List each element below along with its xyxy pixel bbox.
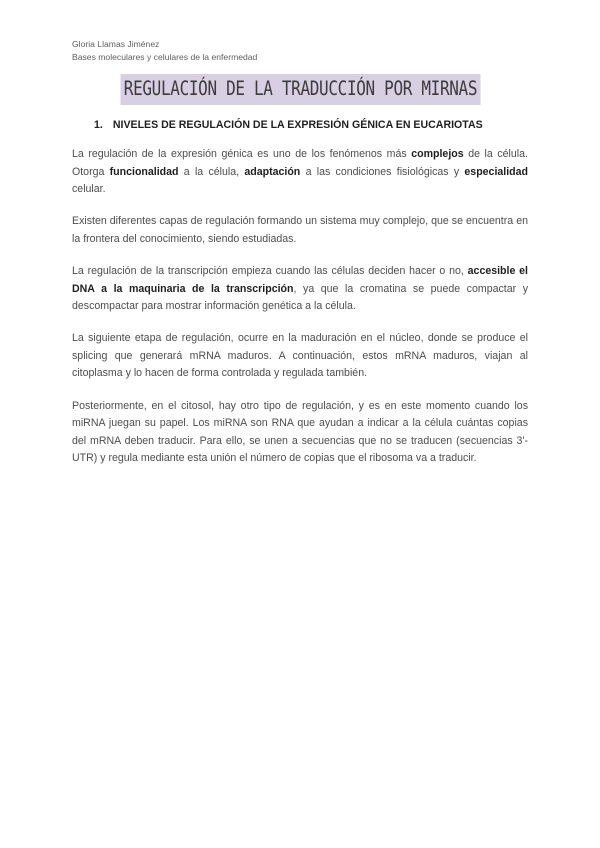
text-run: La siguiente etapa de regulación, ocurre en la maduración en el núcleo, donde se produce el splicing que generará mRNA maduros. A continuación, estos mRNA maduros, viajan al citoplasma y lo hacen de forma controlada y regulada también.	[72, 332, 528, 380]
bold-term-especialidad: especialidad	[464, 165, 528, 178]
text-run: La regulación de la transcripción empieza cuando las células deciden hacer o no,	[72, 264, 468, 277]
title-container	[0, 74, 600, 105]
body-content	[72, 146, 528, 482]
document-title: REGULACIÓN DE LA TRADUCCIÓN POR MIRNAS	[120, 74, 480, 105]
text-run: a la célula,	[178, 165, 245, 178]
text-run: Posteriormente, en el citosol, hay otro tipo de regulación, y es en este momento cuando los miRNA juegan su papel. Los miRNA son RNA que ayudan a indicar a la célula cuántas copias del mRNA deben traducir. Para ello, se unen a secuencias que no se traducen (secuencias 3'-UTR) y regula mediante esta unión el número de copias que el ribosoma va a traducir.	[72, 399, 528, 465]
course-name: Bases moleculares y celulares de la enfermedad	[72, 52, 258, 62]
section-title: NIVELES DE REGULACIÓN DE LA EXPRESIÓN GÉNICA EN EUCARIOTAS	[112, 119, 483, 131]
section-number: 1.	[94, 119, 103, 131]
text-run: de la célula. Otorga	[72, 148, 528, 178]
text-run: La regulación de la expresión génica es uno de los fenómenos más	[72, 148, 412, 160]
paragraph-4	[72, 330, 528, 383]
text-run: , ya que la cromatina se puede compactar y descompactar para mostrar información genética a la célula.	[72, 282, 529, 313]
page-header	[72, 38, 257, 64]
paragraph-1	[72, 146, 528, 199]
bold-term-accesible-dna: accesible el DNA a la maquinaria de la transcripción	[72, 264, 528, 295]
bold-term-funcionalidad: funcionalidad	[109, 165, 179, 178]
bold-term-adaptacion: adaptación	[244, 165, 301, 178]
text-run: celular.	[72, 183, 106, 196]
text-run: Existen diferentes capas de regulación formando un sistema muy complejo, que se encuentra en la frontera del conocimiento, siendo estudiadas.	[72, 215, 528, 245]
paragraph-2	[72, 213, 528, 248]
bold-term-complejos: complejos	[411, 148, 464, 160]
author-name: Gloria Llamas Jiménez	[72, 39, 160, 49]
paragraph-3	[72, 263, 528, 316]
text-run: a las condiciones fisiológicas y	[300, 165, 465, 178]
section-heading	[94, 119, 483, 131]
paragraph-5	[72, 398, 528, 468]
